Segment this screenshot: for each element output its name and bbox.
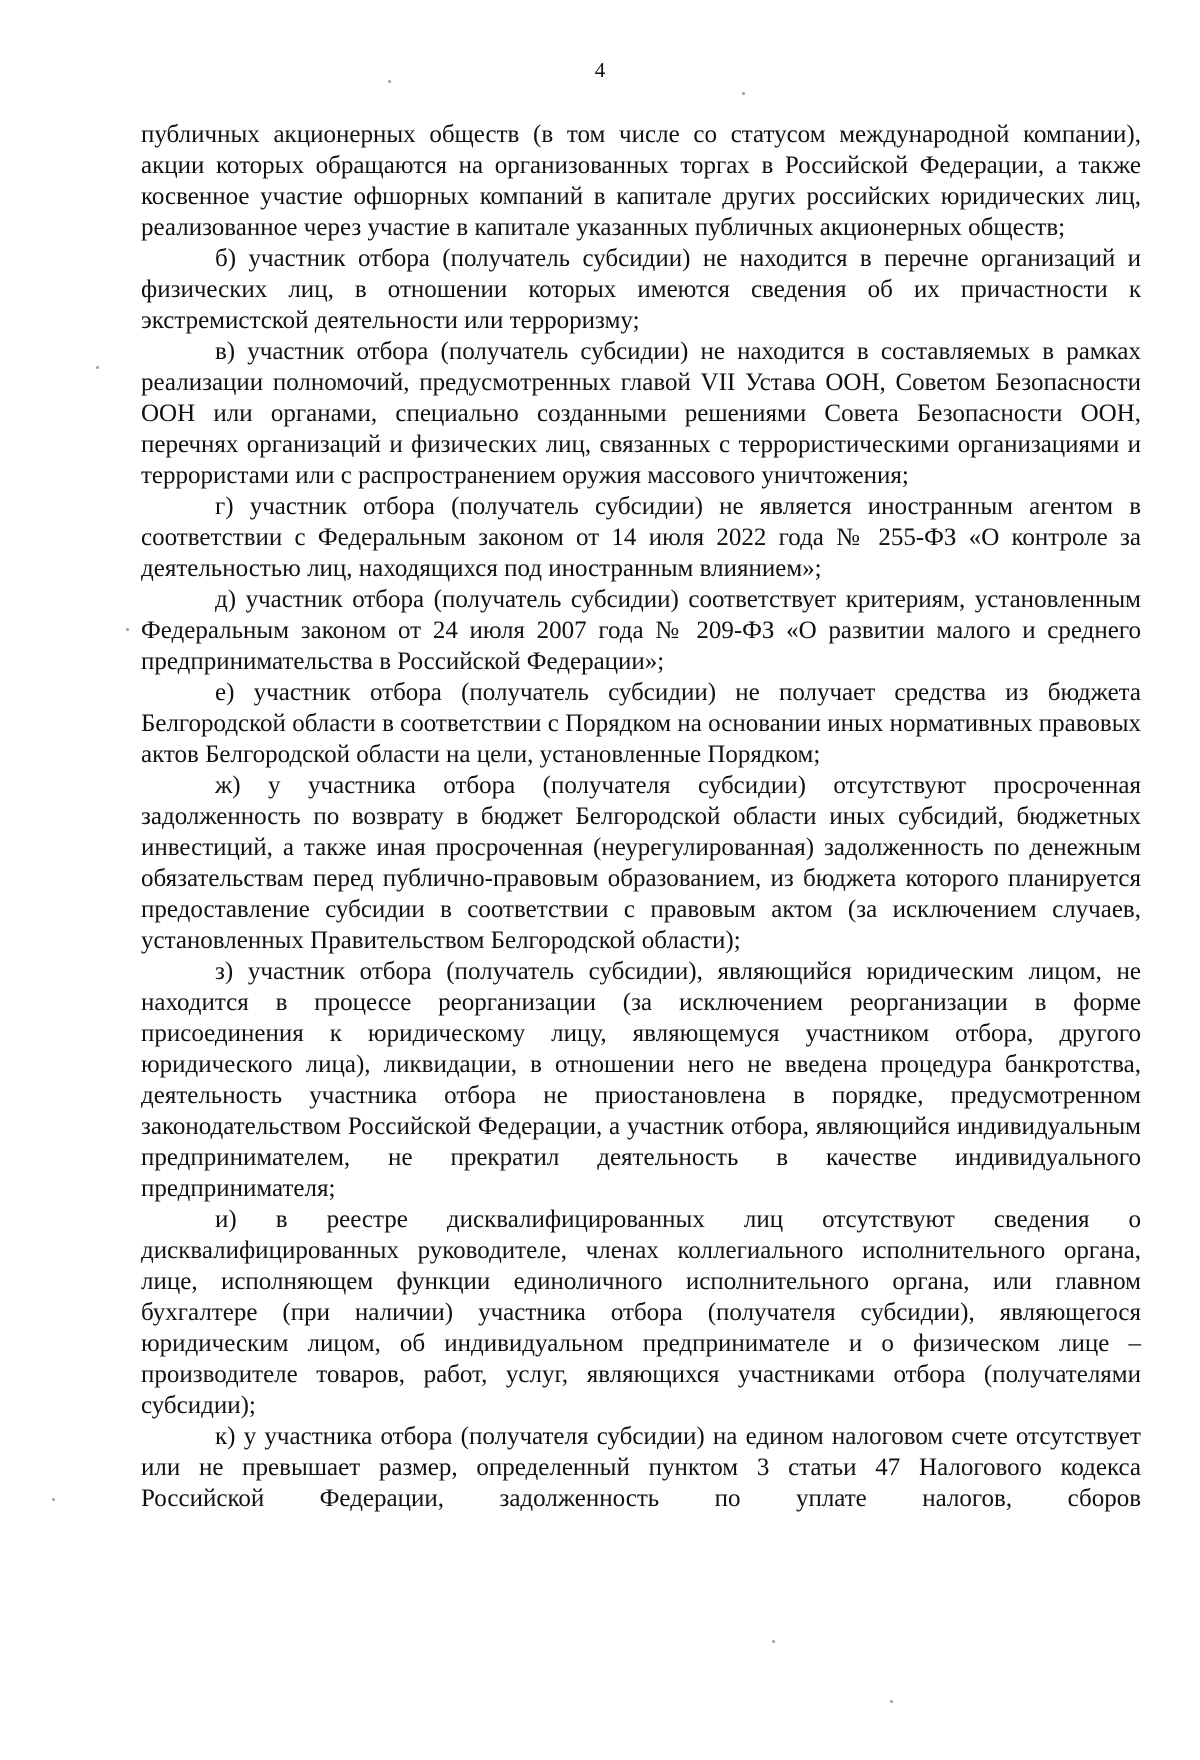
paragraph-item-v: в) участник отбора (получатель субсидии) не находится в составляемых в рамках реализации полномочий, предусмотренных главой VII Устава ООН, Советом Безопасности ООН или органами, специально созданными решениями Совета Безопасности ООН, перечнях организаций и физических лиц, связанных с террористическими организациями и террористами или с распространением оружия массового уничтожения;	[141, 338, 1141, 489]
paragraph-continuation: публичных акционерных обществ (в том числе со статусом международной компании), акции которых обращаются на организованных торгах в Российской Федерации, а также косвенное участие офшорных компаний в капитале других российских юридических лиц, реализованное через участие в капитале указанных публичных акционерных обществ;	[141, 121, 1141, 241]
scan-speck	[890, 1700, 893, 1703]
paragraph-item-d: д) участник отбора (получатель субсидии) соответствует критериям, установленным Федеральным законом от 24 июля 2007 года № 209-ФЗ «О развитии малого и среднего предпринимательства в Российской Федерации»;	[141, 586, 1141, 675]
paragraph-item-b: б) участник отбора (получатель субсидии) не находится в перечне организаций и физических лиц, в отношении которых имеются сведения об их причастности к экстремистской деятельности или терроризму;	[141, 245, 1141, 334]
document-body	[141, 119, 1141, 1514]
scan-speck	[52, 1498, 55, 1501]
paragraph-item-zh: ж) у участника отбора (получателя субсидии) отсутствуют просроченная задолженность по возврату в бюджет Белгородской области иных субсидий, бюджетных инвестиций, а также иная просроченная (неурегулированная) задолженность по денежным обязательствам перед публично-правовым образованием, из бюджета которого планируется предоставление субсидии в соответствии с правовым актом (за исключением случаев, установленных Правительством Белгородской области);	[141, 772, 1141, 954]
scan-speck	[772, 1640, 775, 1643]
paragraph-item-e: е) участник отбора (получатель субсидии) не получает средства из бюджета Белгородской области в соответствии с Порядком на основании иных нормативных правовых актов Белгородской области на цели, установленные Порядком;	[141, 679, 1141, 768]
scan-speck	[96, 366, 99, 369]
paragraph-item-i: и) в реестре дисквалифицированных лиц отсутствуют сведения о дисквалифицированных руководителе, членах коллегиального исполнительного органа, лице, исполняющем функции единоличного исполнительного органа, или главном бухгалтере (при наличии) участника отбора (получателя субсидии), являющегося юридическим лицом, об индивидуальном предпринимателе и о физическом лице – производителе товаров, работ, услуг, являющихся участниками отбора (получателями субсидии);	[141, 1206, 1141, 1419]
paragraph-item-k: к) у участника отбора (получателя субсидии) на едином налоговом счете отсутствует или не превышает размер, определенный пунктом 3 статьи 47 Налогового кодекса Российской Федерации, задолженность по уплате налогов, сборов	[141, 1423, 1141, 1512]
paragraph-item-g: г) участник отбора (получатель субсидии) не является иностранным агентом в соответствии с Федеральным законом от 14 июля 2022 года № 255-ФЗ «О контроле за деятельностью лиц, находящихся под иностранным влиянием»;	[141, 493, 1141, 582]
scan-speck	[742, 92, 745, 95]
scan-speck	[126, 628, 129, 631]
page-number: 4	[594, 58, 606, 82]
scan-speck	[388, 80, 391, 83]
paragraph-item-z: з) участник отбора (получатель субсидии), являющийся юридическим лицом, не находится в процессе реорганизации (за исключением реорганизации в форме присоединения к юридическому лицу, являющемуся участником отбора, другого юридического лица), ликвидации, в отношении него не введена процедура банкротства, деятельность участника отбора не приостановлена в порядке, предусмотренном законодательством Российской Федерации, а участник отбора, являющийся индивидуальным предпринимателем, не прекратил деятельность в качестве индивидуального предпринимателя;	[141, 958, 1141, 1202]
